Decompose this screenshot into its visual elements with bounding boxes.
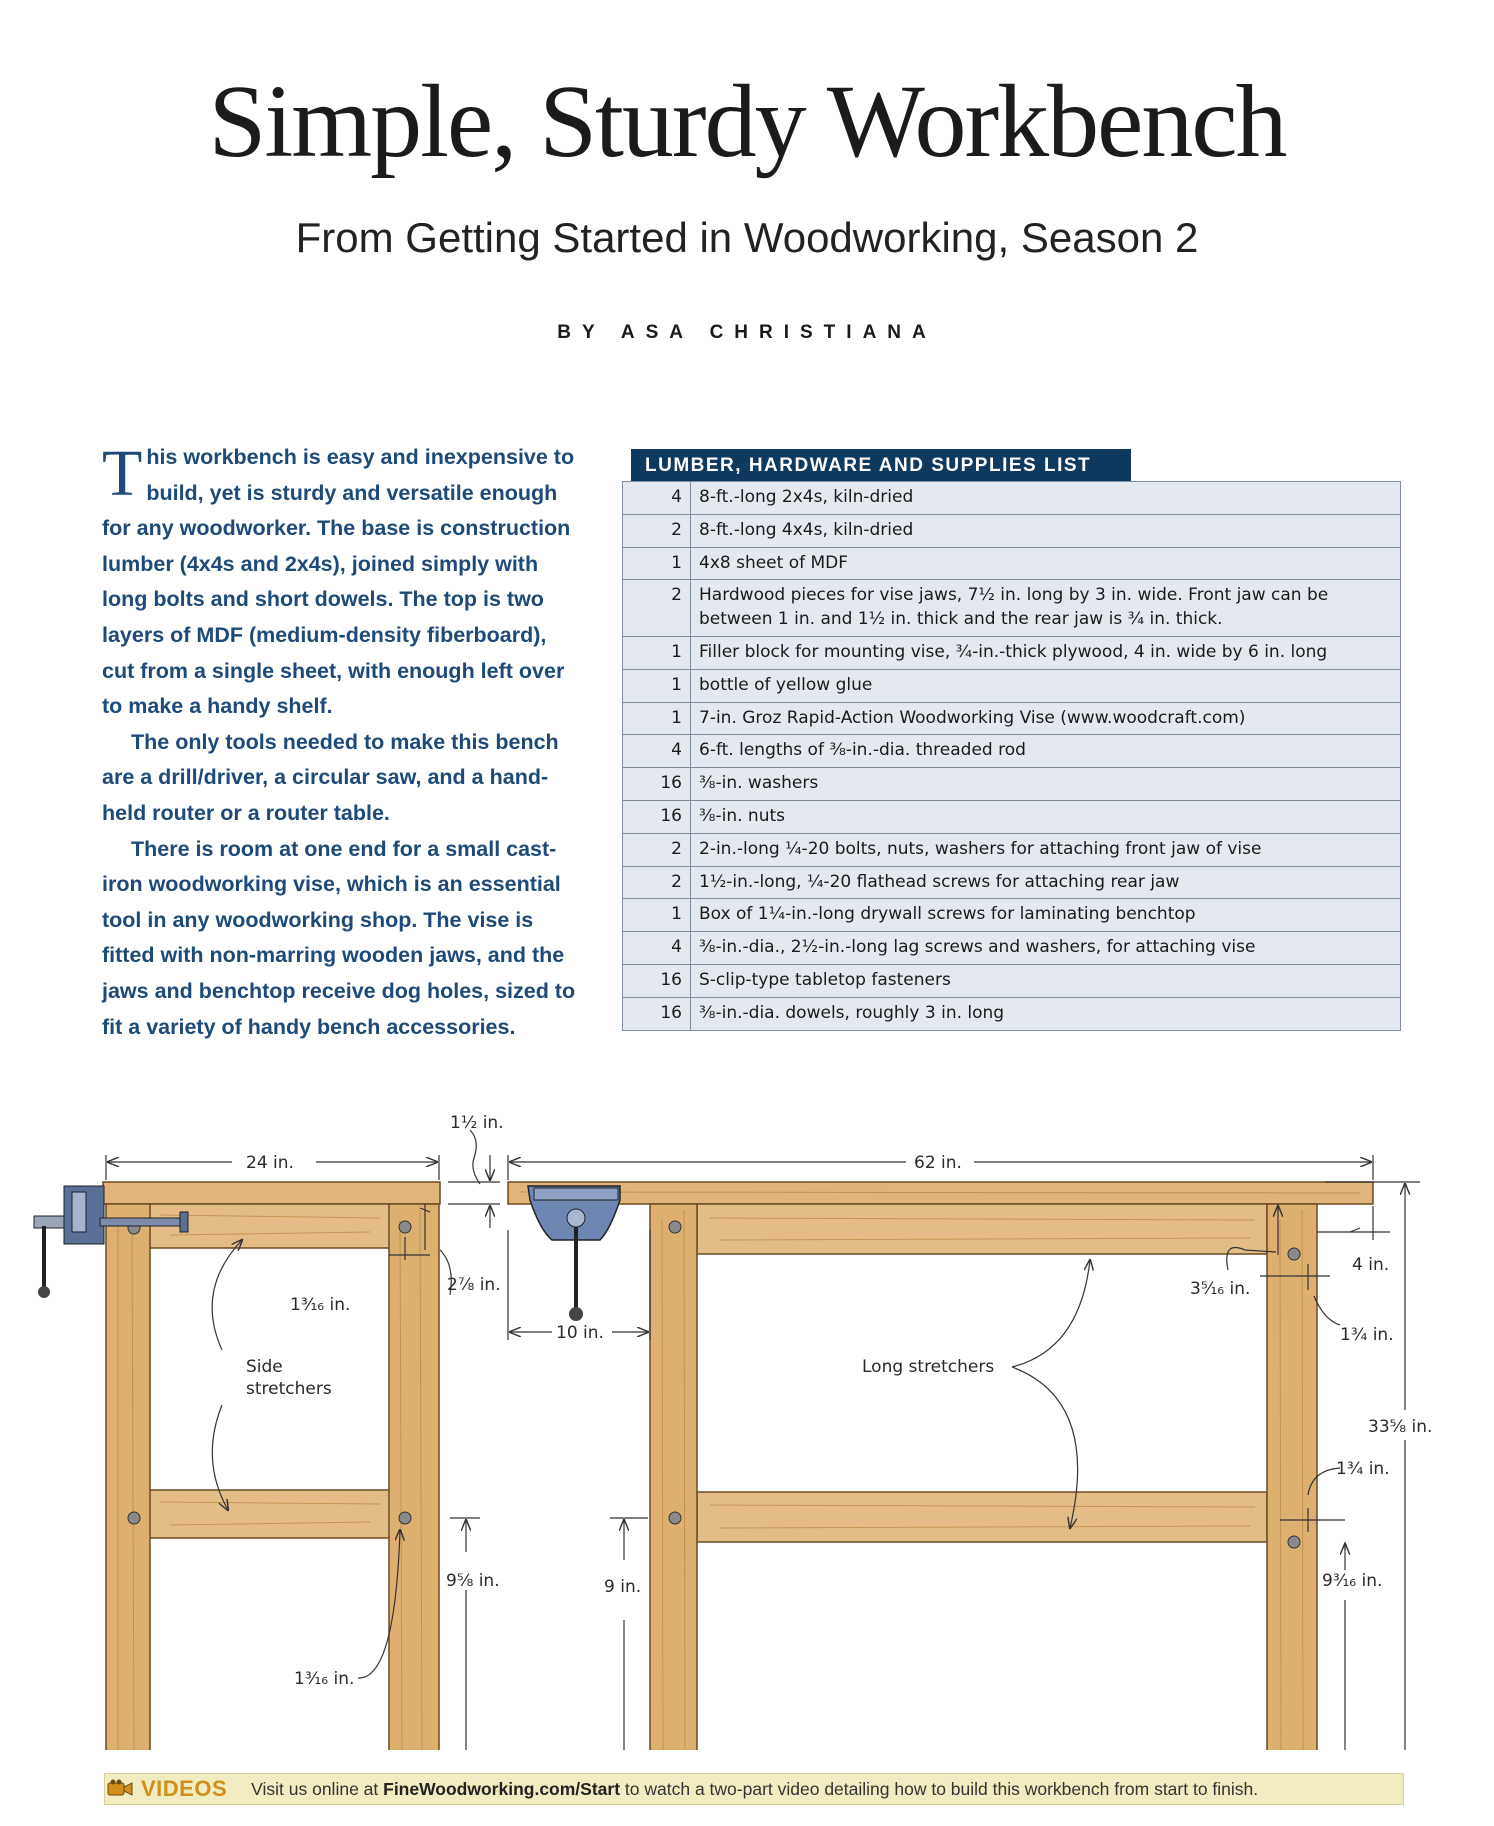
side-bolt-upper-right: [399, 1221, 411, 1233]
side-lower-stretcher: [148, 1490, 391, 1538]
supply-row: [623, 482, 1401, 515]
front-lower-stretcher: [697, 1492, 1267, 1542]
front-bolt-lower-left: [669, 1512, 681, 1524]
dim-side-lower-height: 9⅝ in.: [446, 1571, 500, 1591]
videos-text-after: to watch a two-part video detailing how to build this workbench from start to finish.: [620, 1778, 1259, 1799]
article-subtitle: From Getting Started in Woodworking, Season 2: [295, 214, 1199, 261]
supply-description: bottle of yellow glue: [691, 669, 1401, 702]
dim-front-rod-in-upper: 1¾ in.: [1340, 1325, 1394, 1345]
front-right-leg: [1267, 1204, 1317, 1750]
supply-row: [623, 636, 1401, 669]
side-stretchers-label-1: Side: [246, 1357, 283, 1377]
side-bolt-lower-left: [128, 1512, 140, 1524]
supply-qty: 1: [623, 547, 691, 580]
supply-qty: 16: [623, 997, 691, 1030]
supply-description: 4x8 sheet of MDF: [691, 547, 1401, 580]
videos-label: VIDEOS: [141, 1776, 228, 1801]
dim-front-lower-height: 9³⁄₁₆ in.: [1322, 1571, 1383, 1591]
side-stretchers-label-2: stretchers: [246, 1379, 332, 1399]
workbench-diagram: [0, 1100, 1494, 1750]
drop-cap: T: [102, 437, 143, 510]
supply-row: [623, 997, 1401, 1030]
supply-description: Box of 1¼-in.-long drywall screws for laminating benchtop: [691, 899, 1401, 932]
dim-front-end-overhang: 4 in.: [1352, 1255, 1390, 1275]
front-upper-stretcher: [697, 1204, 1267, 1254]
supply-description: S-clip-type tabletop fasteners: [691, 964, 1401, 997]
dim-front-length: 62 in.: [914, 1153, 962, 1173]
dim-side-rod-upper: 1³⁄₁₆ in.: [290, 1295, 351, 1315]
dim-side-rail-height: 2⅞ in.: [447, 1275, 501, 1295]
dim-front-rod-upper: 3⁵⁄₁₆ in.: [1190, 1279, 1251, 1299]
supply-qty: 2: [623, 514, 691, 547]
long-stretchers-label: Long stretchers: [862, 1357, 995, 1377]
supply-qty: 2: [623, 580, 691, 637]
intro-paragraph-3: There is room at one end for a small cast-iron woodworking vise, which is an essential tool in any woodworking shop. The vise is fitted with non-marring wooden jaws, and the jaws and benchtop receive dog holes, sized to fit a variety of handy bench accessories.: [102, 836, 576, 1039]
intro-paragraph-2: The only tools needed to make this bench are a drill/driver, a circular saw, and a hand-held router or a router table.: [102, 729, 559, 825]
byline: BY ASA CHRISTIANA: [557, 322, 937, 343]
dim-front-stretcher-height: 9 in.: [604, 1577, 642, 1597]
videos-text: [251, 1779, 1258, 1800]
supply-qty: 16: [623, 964, 691, 997]
supply-qty: 2: [623, 866, 691, 899]
supply-row: [623, 547, 1401, 580]
dim-front-rod-in-lower: 1¾ in.: [1336, 1459, 1390, 1479]
supply-row: [623, 932, 1401, 965]
supply-qty: 1: [623, 899, 691, 932]
side-right-leg: [389, 1204, 439, 1750]
supply-row: [623, 800, 1401, 833]
supply-qty: 16: [623, 800, 691, 833]
supply-row: [623, 580, 1401, 637]
side-view: [34, 1182, 440, 1750]
supply-description: Filler block for mounting vise, ¾-in.-thick plywood, 4 in. wide by 6 in. long: [691, 636, 1401, 669]
side-benchtop: [103, 1182, 440, 1204]
supply-row: [623, 735, 1401, 768]
supply-row: [623, 866, 1401, 899]
supply-description: 1½-in.-long, ¼-20 flathead screws for attaching rear jaw: [691, 866, 1401, 899]
videos-link[interactable]: FineWoodworking.com/Start: [383, 1778, 621, 1799]
supply-row: [623, 899, 1401, 932]
videos-text-before: Visit us online at: [251, 1778, 384, 1799]
video-camera-icon: [107, 1779, 133, 1799]
videos-footer-banner[interactable]: [104, 1773, 1404, 1805]
supply-qty: 16: [623, 768, 691, 801]
supply-qty: 1: [623, 669, 691, 702]
side-left-leg: [106, 1204, 150, 1750]
supply-qty: 1: [623, 636, 691, 669]
supply-qty: 1: [623, 702, 691, 735]
front-bolt-upper-right: [1288, 1248, 1300, 1260]
side-bolt-lower-right: [399, 1512, 411, 1524]
dim-side-rod-lower: 1³⁄₁₆ in.: [294, 1669, 355, 1689]
front-vise-icon: [528, 1186, 620, 1321]
supply-description: Hardwood pieces for vise jaws, 7½ in. long by 3 in. wide. Front jaw can be between 1 in. and 1½ in. thick and the rear jaw is ¾ in. thick.: [691, 580, 1401, 637]
front-bolt-upper-left: [669, 1221, 681, 1233]
supply-description: 2-in.-long ¼-20 bolts, nuts, washers for attaching front jaw of vise: [691, 833, 1401, 866]
supply-row: [623, 964, 1401, 997]
supplies-heading: LUMBER, HARDWARE AND SUPPLIES LIST: [631, 449, 1131, 481]
supply-description: ⅜-in.-dia., 2½-in.-long lag screws and washers, for attaching vise: [691, 932, 1401, 965]
supply-row: [623, 514, 1401, 547]
front-view: [508, 1182, 1373, 1750]
article-title: Simple, Sturdy Workbench: [208, 64, 1286, 179]
intro-p1-text: his workbench is easy and inexpensive to build, yet is sturdy and versatile enough for any woodworker. The base is construction lumber (4x4s and 2x4s), joined simply with long bolts and short dowels. The top is two layers of MDF (medium-density fiberboard), cut from a single sheet, with enough left over to make a handy shelf.: [102, 445, 575, 719]
front-left-leg: [650, 1204, 697, 1750]
intro-paragraph-1: [102, 437, 582, 725]
supply-qty: 4: [623, 932, 691, 965]
supply-row: [623, 833, 1401, 866]
supply-qty: 2: [623, 833, 691, 866]
supply-description: ⅜-in. washers: [691, 768, 1401, 801]
front-bolt-lower-right: [1288, 1536, 1300, 1548]
dim-front-vise-offset: 10 in.: [556, 1323, 604, 1343]
supply-row: [623, 669, 1401, 702]
supply-description: ⅜-in. nuts: [691, 800, 1401, 833]
intro-text: [102, 437, 582, 1045]
supply-description: 7-in. Groz Rapid-Action Woodworking Vise (www.woodcraft.com): [691, 702, 1401, 735]
supply-row: [623, 702, 1401, 735]
supply-qty: 4: [623, 735, 691, 768]
supply-description: 8-ft.-long 2x4s, kiln-dried: [691, 482, 1401, 515]
supply-qty: 4: [623, 482, 691, 515]
supply-description: 6-ft. lengths of ⅜-in.-dia. threaded rod: [691, 735, 1401, 768]
dim-front-height: 33⅝ in.: [1368, 1417, 1433, 1437]
dim-top-thickness: 1½ in.: [450, 1113, 504, 1133]
supplies-table: [622, 481, 1401, 1031]
supply-description: 8-ft.-long 4x4s, kiln-dried: [691, 514, 1401, 547]
supply-row: [623, 768, 1401, 801]
supply-description: ⅜-in.-dia. dowels, roughly 3 in. long: [691, 997, 1401, 1030]
dim-side-width: 24 in.: [246, 1153, 294, 1173]
